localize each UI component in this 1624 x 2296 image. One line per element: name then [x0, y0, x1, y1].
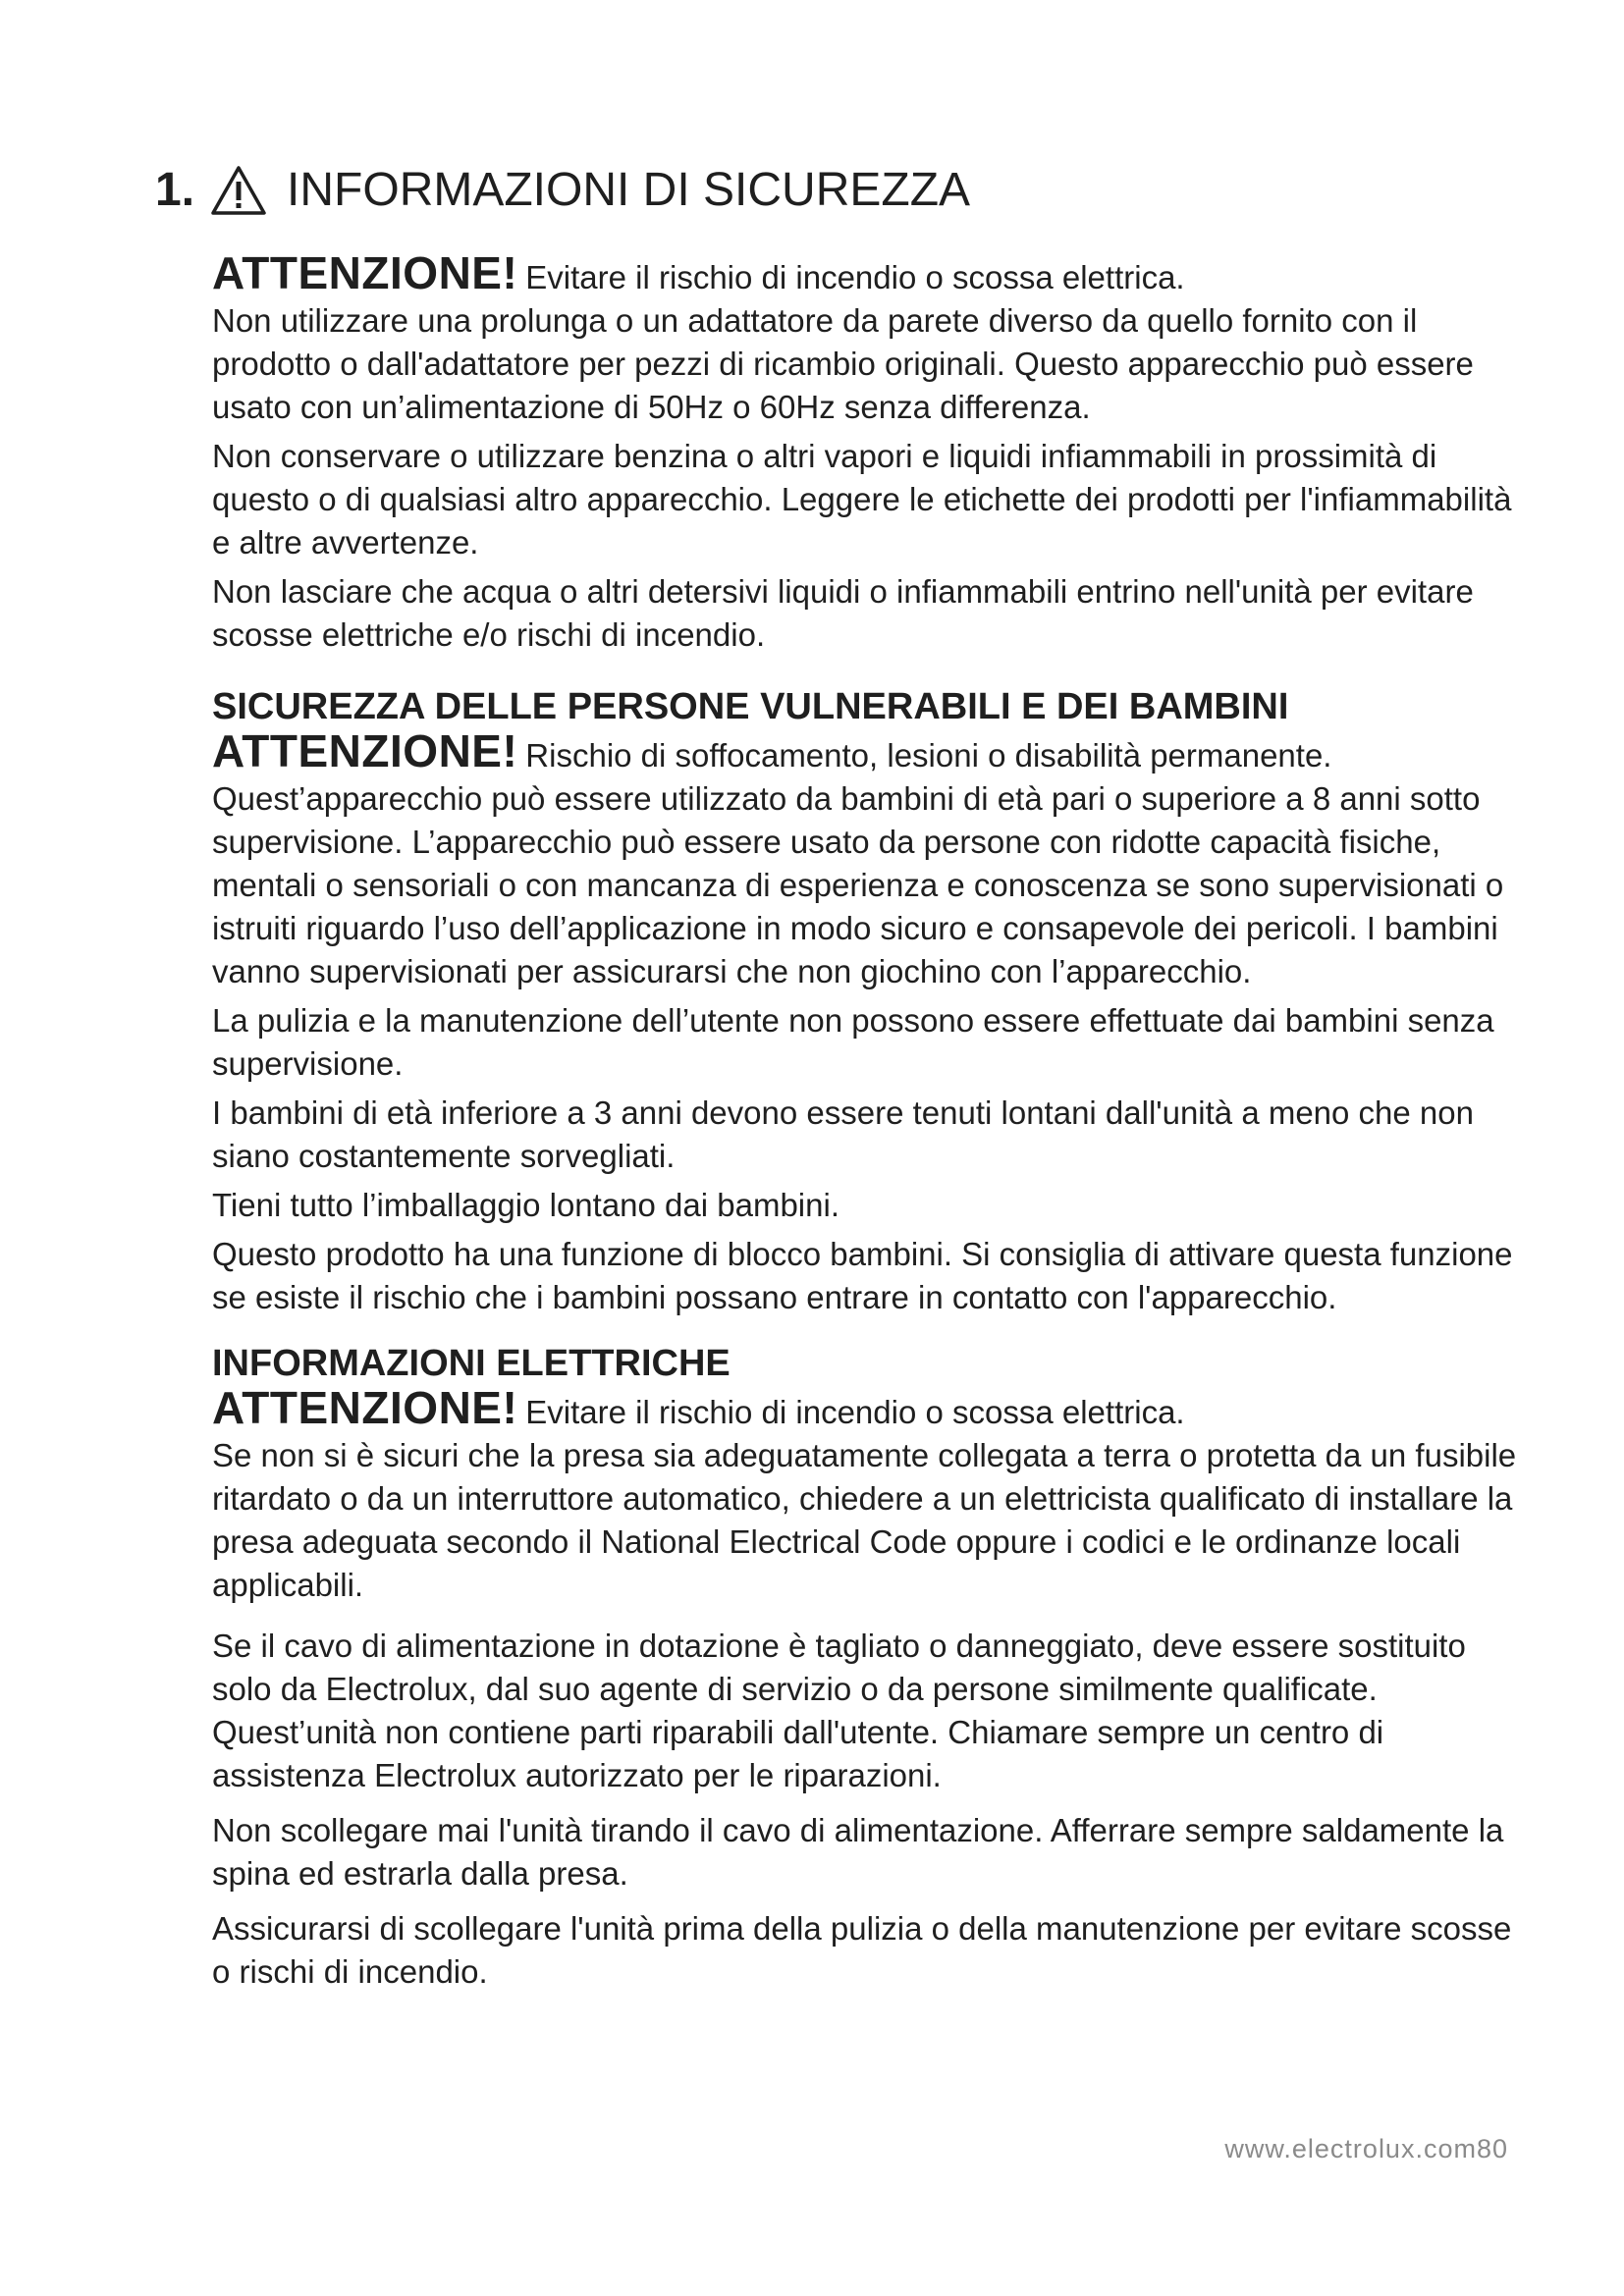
warning-line: [212, 247, 1528, 298]
paragraph: La pulizia e la manutenzione dell’utente non possono essere effettuate dai bambini senza supervisione.: [212, 1002, 1494, 1082]
section-vulnerable-persons: [212, 682, 1528, 1319]
chapter-number: 1.: [155, 164, 195, 216]
paragraph: Assicurarsi di scollegare l'unità prima della pulizia o della manutenzione per evitare scosse o rischi di incendio.: [212, 1910, 1512, 1990]
paragraph: Non scollegare mai l'unità tirando il cavo di alimentazione. Afferrare sempre saldamente la spina ed estrarla dalla presa.: [212, 1812, 1504, 1892]
warning-triangle-icon: [210, 165, 267, 216]
paragraph: Se non si è sicuri che la presa sia adeguatamente collegata a terra o protetta da un fusibile ritardato o da un interruttore automatico, chiedere a un elettricista qualificato di installare la presa adeguata secondo il National Electrical Code oppure i codici e le ordinanze locali applicabili.: [212, 1437, 1517, 1603]
warning-text: Rischio di soffocamento, lesioni o disabilità permanente.: [525, 737, 1332, 774]
warning-line: [212, 1382, 1528, 1433]
warning-label: ATTENZIONE!: [212, 247, 518, 298]
warning-text: Evitare il rischio di incendio o scossa elettrica.: [525, 1394, 1185, 1430]
paragraph: Se il cavo di alimentazione in dotazione è tagliato o danneggiato, deve essere sostituito solo da Electrolux, dal suo agente di servizio o da persone similmente qualificate. Quest’unità non contiene parti riparabili dall'utente. Chiamare sempre un centro di assistenza Electrolux autorizzato per le riparazioni.: [212, 1628, 1466, 1793]
section-heading: INFORMAZIONI ELETTRICHE: [212, 1343, 731, 1384]
paragraph: Non lasciare che acqua o altri detersivi liquidi o infiammabili entrino nell'unità per evitare scosse elettriche e/o rischi di incendio.: [212, 573, 1474, 653]
paragraph: Tieni tutto l’imballaggio lontano dai bambini.: [212, 1187, 839, 1223]
paragraph: I bambini di età inferiore a 3 anni devono essere tenuti lontani dall'unità a meno che non siano costantemente sorvegliati.: [212, 1095, 1474, 1174]
section-general-warning: [212, 247, 1528, 657]
paragraph: Quest’apparecchio può essere utilizzato da bambini di età pari o superiore a 8 anni sotto supervisione. L’apparecchio può essere usato da persone con ridotte capacità fisiche, mentali o sensoriali o con mancanza di esperienza e conoscenza se sono supervisionati o istruiti riguardo l’uso dell’applicazione in modo sicuro e consapevole dei pericoli. I bambini vanno supervisionati per assicurarsi che non giochino con l’apparecchio.: [212, 780, 1504, 989]
paragraph: Questo prodotto ha una funzione di blocco bambini. Si consiglia di attivare questa funzione se esiste il rischio che i bambini possano entrare in contatto con l'apparecchio.: [212, 1236, 1513, 1315]
warning-text: Evitare il rischio di incendio o scossa elettrica.: [525, 259, 1185, 295]
paragraph: Non utilizzare una prolunga o un adattatore da parete diverso da quello fornito con il prodotto o dall'adattatore per pezzi di ricambio originali. Questo apparecchio può essere usato con un’alimentazione di 50Hz o 60Hz senza differenza.: [212, 302, 1474, 425]
content-body: [212, 247, 1528, 2000]
section-heading: SICUREZZA DELLE PERSONE VULNERABILI E DEI BAMBINI: [212, 686, 1289, 727]
section-electrical-info: [212, 1339, 1528, 1994]
chapter-heading: [155, 163, 970, 217]
warning-label: ATTENZIONE!: [212, 725, 518, 776]
footer-url: www.electrolux.com80: [1224, 2134, 1508, 2163]
paragraph: Non conservare o utilizzare benzina o altri vapori e liquidi infiammabili in prossimità di questo o di qualsiasi altro apparecchio. Leggere le etichette dei prodotti per l'infiammabilità e altre avvertenze.: [212, 438, 1512, 561]
warning-label: ATTENZIONE!: [212, 1382, 518, 1433]
chapter-title: INFORMAZIONI DI SICUREZZA: [287, 164, 971, 216]
warning-line: [212, 725, 1528, 776]
